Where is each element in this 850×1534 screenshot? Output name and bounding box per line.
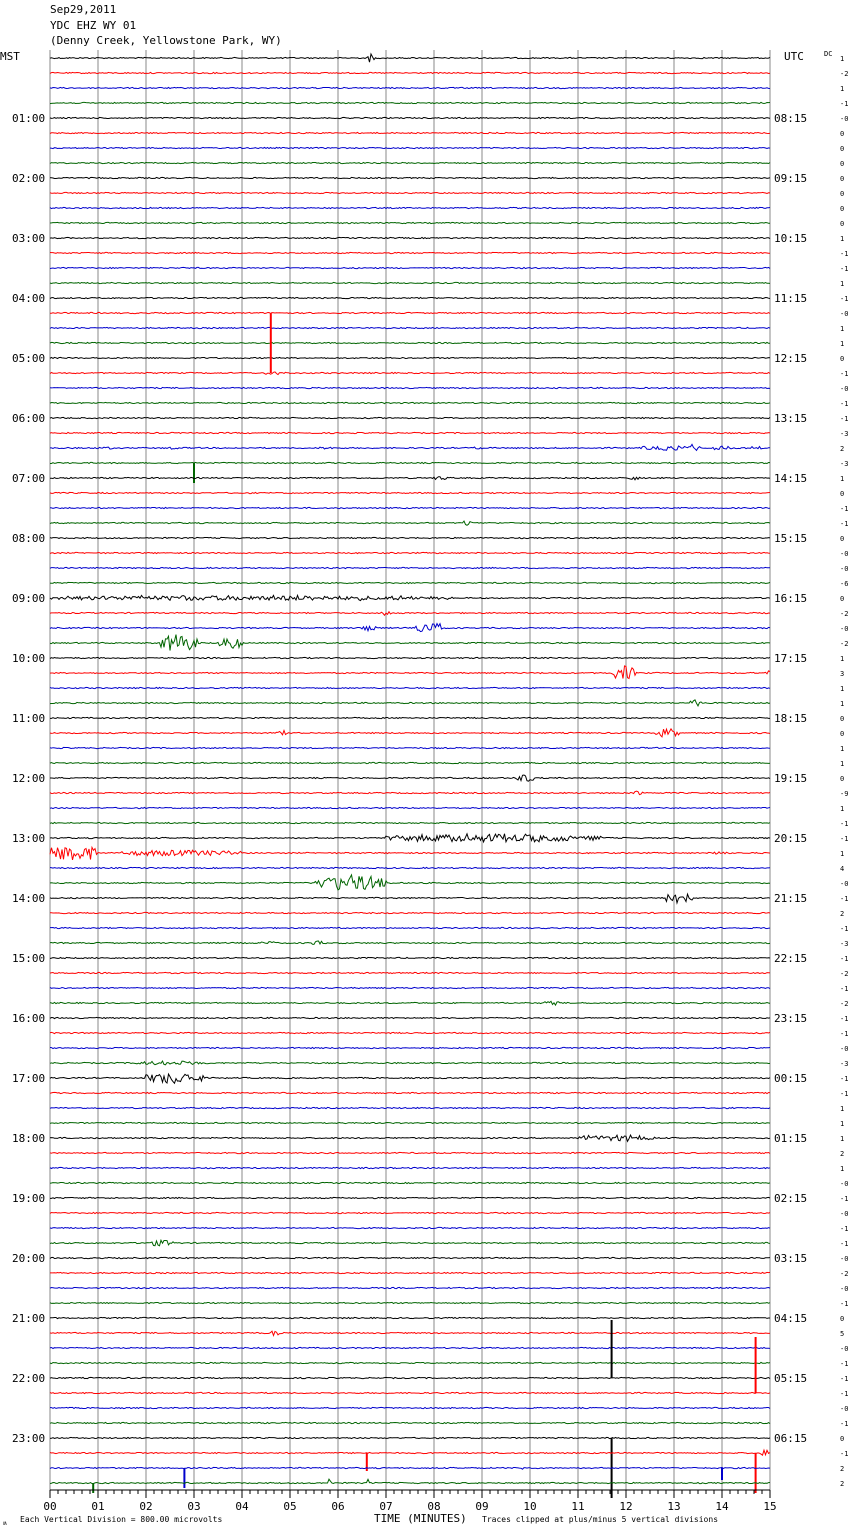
dc-offset-value: -3	[840, 430, 849, 438]
right-hour-label: 23:15	[774, 1012, 808, 1025]
trace-row	[50, 1362, 770, 1363]
dc-offset-value: 1	[840, 1165, 845, 1173]
trace-row	[50, 1392, 770, 1393]
dc-offset-value: -1	[840, 520, 849, 528]
dc-offset-value: -0	[840, 385, 849, 393]
trace-row	[50, 327, 770, 328]
dc-offset-value: -1	[840, 1375, 849, 1383]
x-tick-label: 14	[715, 1500, 729, 1513]
trace-row	[50, 222, 770, 223]
corner-mark: ʍ	[3, 1520, 7, 1527]
right-hour-label: 01:15	[774, 1132, 808, 1145]
right-hour-label: 10:15	[774, 232, 808, 245]
dc-offset-value: -1	[840, 1390, 849, 1398]
dc-offset-value: 0	[840, 535, 845, 543]
right-hour-label: 15:15	[774, 532, 808, 545]
trace-row	[50, 941, 770, 944]
left-hour-label: 15:00	[12, 952, 46, 965]
dc-offset-value: 2	[840, 910, 845, 918]
right-hour-label: 13:15	[774, 412, 808, 425]
dc-offset-value: 2	[840, 1480, 845, 1488]
dc-offset-value: -0	[840, 880, 849, 888]
trace-row	[50, 1422, 770, 1423]
dc-offset-value: -1	[840, 250, 849, 258]
trace-row	[50, 747, 770, 748]
trace-row	[50, 1240, 770, 1246]
dc-offset-value: 1	[840, 325, 845, 333]
trace-row	[50, 444, 770, 450]
trace-row	[50, 1450, 770, 1455]
trace-row	[50, 972, 770, 973]
trace-row	[50, 700, 770, 706]
trace-row	[50, 117, 770, 118]
trace-row	[50, 875, 770, 890]
trace-row	[50, 507, 770, 508]
dc-offset-value: 1	[840, 850, 845, 858]
dc-offset-value: -0	[840, 310, 849, 318]
trace-row	[50, 162, 770, 163]
dc-offset-header: DC	[824, 50, 833, 58]
trace-row	[50, 521, 770, 525]
trace-row	[50, 567, 770, 568]
trace-row	[50, 1017, 770, 1018]
dc-offset-value: -1	[840, 895, 849, 903]
left-hour-label: 07:00	[12, 472, 46, 485]
dc-offset-value: -0	[840, 565, 849, 573]
left-hour-label: 16:00	[12, 1012, 46, 1025]
left-hour-label: 05:00	[12, 352, 46, 365]
dc-offset-value: 5	[840, 1330, 845, 1338]
dc-offset-value: -9	[840, 790, 849, 798]
left-hour-label: 21:00	[12, 1312, 46, 1325]
trace-row	[50, 912, 770, 913]
date-label: Sep29,2011	[50, 3, 117, 16]
dc-offset-value: -1	[840, 415, 849, 423]
left-hour-label: 08:00	[12, 532, 46, 545]
dc-offset-value: 1	[840, 745, 845, 753]
trace-row	[50, 867, 770, 868]
x-tick-label: 10	[523, 1500, 537, 1513]
station-label: YDC EHZ WY 01	[50, 19, 137, 32]
trace-row	[50, 1479, 770, 1483]
trace-row	[50, 635, 770, 651]
dc-offset-value: -1	[840, 1420, 849, 1428]
trace-row	[50, 552, 770, 553]
trace-row	[50, 1001, 770, 1005]
trace-row	[50, 1061, 770, 1065]
left-hour-label: 02:00	[12, 172, 46, 185]
right-hour-label: 00:15	[774, 1072, 808, 1085]
left-hour-label: 13:00	[12, 832, 46, 845]
x-tick-label: 11	[571, 1500, 585, 1513]
left-hour-label: 03:00	[12, 232, 46, 245]
trace-row	[50, 687, 770, 688]
dc-offset-value: -0	[840, 1180, 849, 1188]
dc-offset-value: 0	[840, 490, 845, 498]
dc-offset-value: -0	[840, 1045, 849, 1053]
dc-offset-value: 1	[840, 760, 845, 768]
dc-offset-value: -1	[840, 1015, 849, 1023]
right-hour-label: 03:15	[774, 1252, 808, 1265]
right-hour-label: 11:15	[774, 292, 808, 305]
left-hour-label: 20:00	[12, 1252, 46, 1265]
right-hour-label: 16:15	[774, 592, 808, 605]
right-hour-label: 22:15	[774, 952, 808, 965]
trace-row	[50, 282, 770, 283]
dc-offset-value: -1	[840, 370, 849, 378]
trace-row	[50, 1152, 770, 1153]
dc-offset-value: -1	[840, 265, 849, 273]
right-hour-label: 21:15	[774, 892, 808, 905]
trace-row	[50, 177, 770, 178]
dc-offset-value: -2	[840, 970, 849, 978]
trace-row	[50, 1197, 770, 1198]
dc-offset-value: 1	[840, 700, 845, 708]
right-hour-label: 02:15	[774, 1192, 808, 1205]
trace-row	[50, 252, 770, 253]
x-tick-label: 07	[379, 1500, 393, 1513]
trace-row	[50, 1257, 770, 1258]
left-hour-label: 14:00	[12, 892, 46, 905]
dc-offset-value: -3	[840, 460, 849, 468]
dc-offset-value: -2	[840, 1270, 849, 1278]
trace-row	[50, 847, 770, 860]
dc-offset-value: 0	[840, 595, 845, 603]
location-label: (Denny Creek, Yellowstone Park, WY)	[50, 34, 282, 47]
right-hour-label: 12:15	[774, 352, 808, 365]
x-tick-label: 05	[283, 1500, 297, 1513]
left-hour-label: 09:00	[12, 592, 46, 605]
trace-row	[50, 1302, 770, 1303]
trace-row	[50, 612, 770, 616]
x-axis-title: TIME (MINUTES)	[374, 1512, 467, 1525]
right-hour-label: 08:15	[774, 112, 808, 125]
dc-offset-value: 1	[840, 805, 845, 813]
trace-row	[50, 894, 770, 903]
x-tick-label: 00	[43, 1500, 57, 1513]
trace-row	[50, 207, 770, 208]
trace-row	[50, 102, 770, 103]
left-hour-label: 12:00	[12, 772, 46, 785]
dc-offset-value: -0	[840, 1345, 849, 1353]
trace-row	[50, 1135, 770, 1141]
x-tick-label: 08	[427, 1500, 441, 1513]
trace-row	[50, 822, 770, 823]
trace-row	[50, 1437, 770, 1438]
dc-offset-value: 0	[840, 715, 845, 723]
dc-offset-value: -3	[840, 1060, 849, 1068]
trace-row	[50, 1107, 770, 1108]
dc-offset-value: 1	[840, 1120, 845, 1128]
trace-row	[50, 462, 770, 463]
trace-row	[50, 717, 770, 718]
left-hour-label: 04:00	[12, 292, 46, 305]
dc-offset-value: 4	[840, 865, 845, 873]
dc-offset-value: -0	[840, 1210, 849, 1218]
trace-row	[50, 582, 770, 583]
dc-offset-value: -1	[840, 820, 849, 828]
dc-offset-value: -0	[840, 115, 849, 123]
trace-row	[50, 342, 770, 343]
dc-offset-value: -0	[840, 1405, 849, 1413]
dc-offset-value: -1	[840, 505, 849, 513]
trace-row	[50, 1272, 770, 1273]
dc-offset-value: 0	[840, 130, 845, 138]
dc-offset-value: 0	[840, 220, 845, 228]
trace-row	[50, 1317, 770, 1318]
left-hour-label: 19:00	[12, 1192, 46, 1205]
dc-offset-value: -1	[840, 295, 849, 303]
dc-offset-value: -1	[840, 1300, 849, 1308]
dc-offset-value: -1	[840, 1195, 849, 1203]
x-tick-label: 04	[235, 1500, 249, 1513]
dc-offset-value: -1	[840, 1450, 849, 1458]
trace-row	[50, 1467, 770, 1469]
x-tick-label: 02	[139, 1500, 153, 1513]
right-hour-label: 05:15	[774, 1372, 808, 1385]
left-hour-label: 10:00	[12, 652, 46, 665]
dc-offset-value: -1	[840, 1075, 849, 1083]
left-hour-label: 11:00	[12, 712, 46, 725]
trace-row	[50, 387, 770, 388]
trace-row	[50, 1074, 770, 1083]
dc-offset-value: 0	[840, 1315, 845, 1323]
x-tick-label: 15	[763, 1500, 777, 1513]
dc-offset-value: -1	[840, 1225, 849, 1233]
trace-row	[50, 927, 770, 928]
dc-offset-value: -6	[840, 580, 849, 588]
x-tick-label: 03	[187, 1500, 201, 1513]
dc-offset-value: -1	[840, 955, 849, 963]
trace-row	[50, 775, 770, 781]
dc-offset-value: 2	[840, 1150, 845, 1158]
dc-offset-value: 1	[840, 85, 845, 93]
dc-offset-value: -0	[840, 625, 849, 633]
right-hour-label: 14:15	[774, 472, 808, 485]
dc-offset-value: 1	[840, 685, 845, 693]
right-hour-label: 06:15	[774, 1432, 808, 1445]
trace-row	[50, 957, 770, 958]
trace-row	[50, 1167, 770, 1168]
left-hour-label: 06:00	[12, 412, 46, 425]
trace-row	[50, 624, 770, 632]
trace-row	[50, 762, 770, 763]
trace-row	[50, 595, 770, 600]
right-hour-label: 18:15	[774, 712, 808, 725]
trace-row	[50, 1407, 770, 1408]
trace-row	[50, 132, 770, 133]
dc-offset-value: 2	[840, 445, 845, 453]
dc-offset-value: 1	[840, 235, 845, 243]
left-timezone-label: MST	[0, 50, 20, 63]
trace-row	[50, 1377, 770, 1378]
trace-row	[50, 72, 770, 73]
trace-row	[50, 807, 770, 808]
trace-row	[50, 1047, 770, 1048]
dc-offset-value: -1	[840, 1240, 849, 1248]
trace-row	[50, 1122, 770, 1123]
trace-row	[50, 657, 770, 658]
trace-row	[50, 297, 770, 298]
scale-note: Each Vertical Division = 800.00 microvolts	[20, 1515, 223, 1524]
trace-row	[50, 357, 770, 358]
trace-row	[50, 312, 770, 313]
trace-row	[50, 267, 770, 268]
left-hour-label: 01:00	[12, 112, 46, 125]
dc-offset-value: 0	[840, 1435, 845, 1443]
dc-offset-value: -1	[840, 985, 849, 993]
dc-offset-value: 0	[840, 190, 845, 198]
dc-offset-value: 0	[840, 205, 845, 213]
trace-row	[50, 477, 770, 480]
x-tick-label: 13	[667, 1500, 681, 1513]
trace-row	[50, 987, 770, 988]
right-hour-label: 17:15	[774, 652, 808, 665]
dc-offset-value: 0	[840, 730, 845, 738]
dc-offset-value: -1	[840, 1360, 849, 1368]
dc-offset-value: -0	[840, 1255, 849, 1263]
clip-note: Traces clipped at plus/minus 5 vertical divisions	[482, 1515, 719, 1524]
dc-offset-value: -0	[840, 550, 849, 558]
dc-offset-value: 0	[840, 775, 845, 783]
trace-row	[50, 729, 770, 737]
dc-offset-value: -2	[840, 1000, 849, 1008]
right-hour-label: 09:15	[774, 172, 808, 185]
dc-offset-value: -1	[840, 1030, 849, 1038]
dc-offset-value: -1	[840, 1090, 849, 1098]
trace-row	[50, 791, 770, 794]
dc-offset-value: 1	[840, 280, 845, 288]
dc-offset-value: 3	[840, 670, 845, 678]
dc-offset-value: 1	[840, 1135, 845, 1143]
dc-offset-value: 0	[840, 160, 845, 168]
dc-offset-value: -2	[840, 610, 849, 618]
dc-offset-value: 0	[840, 355, 845, 363]
dc-offset-value: -1	[840, 925, 849, 933]
trace-row	[50, 1212, 770, 1213]
trace-row	[50, 537, 770, 538]
dc-offset-value: -1	[840, 835, 849, 843]
left-hour-label: 23:00	[12, 1432, 46, 1445]
dc-offset-value: 0	[840, 145, 845, 153]
dc-offset-value: -3	[840, 940, 849, 948]
right-timezone-label: UTC	[784, 50, 804, 63]
trace-row	[50, 147, 770, 148]
dc-offset-value: 1	[840, 340, 845, 348]
trace-row	[50, 666, 770, 679]
trace-row	[50, 417, 770, 418]
dc-offset-value: 1	[840, 55, 845, 63]
trace-row	[50, 372, 770, 375]
trace-row	[50, 87, 770, 88]
trace-row	[50, 1032, 770, 1033]
trace-row	[50, 1227, 770, 1228]
trace-row	[50, 192, 770, 193]
dc-offset-value: -0	[840, 1285, 849, 1293]
dc-offset-value: -2	[840, 70, 849, 78]
trace-row	[50, 1287, 770, 1288]
x-tick-label: 12	[619, 1500, 633, 1513]
right-hour-label: 20:15	[774, 832, 808, 845]
trace-row	[50, 492, 770, 493]
x-tick-label: 01	[91, 1500, 105, 1513]
trace-row	[50, 54, 770, 62]
x-tick-label: 06	[331, 1500, 345, 1513]
right-hour-label: 19:15	[774, 772, 808, 785]
dc-offset-value: 1	[840, 655, 845, 663]
right-hour-label: 04:15	[774, 1312, 808, 1325]
trace-row	[50, 402, 770, 403]
x-tick-label: 09	[475, 1500, 489, 1513]
dc-offset-value: 2	[840, 1465, 845, 1473]
dc-offset-value: -2	[840, 640, 849, 648]
left-hour-label: 17:00	[12, 1072, 46, 1085]
dc-offset-value: 1	[840, 475, 845, 483]
trace-row	[50, 1347, 770, 1348]
trace-row	[50, 834, 770, 842]
trace-row	[50, 1182, 770, 1183]
trace-row	[50, 237, 770, 238]
dc-offset-value: -1	[840, 400, 849, 408]
left-hour-label: 18:00	[12, 1132, 46, 1145]
trace-row	[50, 432, 770, 433]
trace-row	[50, 1092, 770, 1093]
trace-row	[50, 1331, 770, 1335]
dc-offset-value: 0	[840, 175, 845, 183]
left-hour-label: 22:00	[12, 1372, 46, 1385]
dc-offset-value: 1	[840, 1105, 845, 1113]
dc-offset-value: -1	[840, 100, 849, 108]
